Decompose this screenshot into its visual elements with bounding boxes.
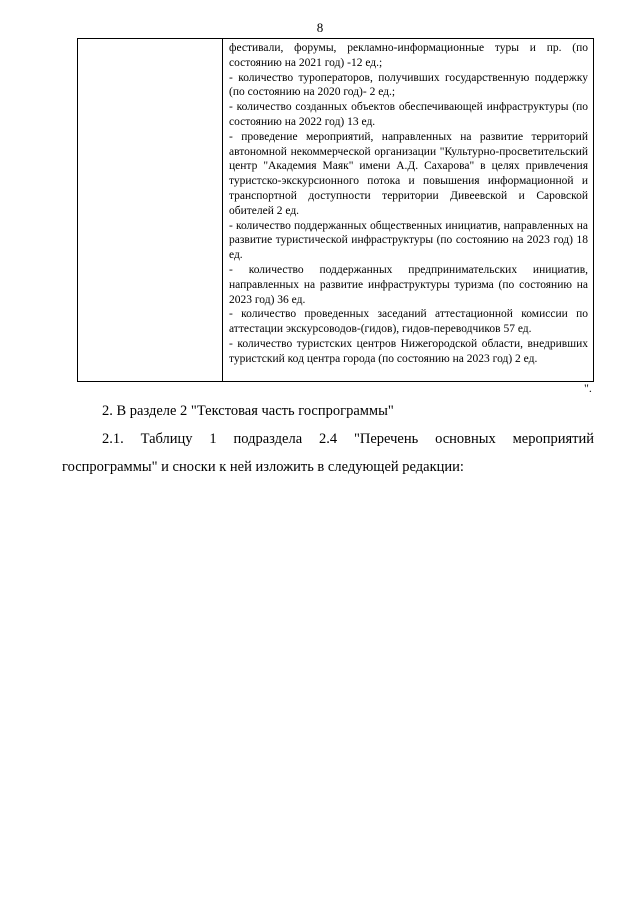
closing-quote: ".: [584, 381, 592, 395]
table-list-item: - количество созданных объектов обеспечивающей инфраструктуры (по состоянию на 2022 год) 13 ед.: [229, 101, 588, 128]
table-list-item: - количество поддержанных общественных инициатив, направленных на развитие туристической инфраструктуры (по состоянию на 2023 год) 18 ед.: [229, 219, 588, 262]
instruction-paragraph: 2.1. Таблицу 1 подраздела 2.4 "Перечень основных мероприятий госпрограммы" и сноски к ней изложить в следующей редакции:: [62, 431, 594, 475]
table-right-cell: [223, 39, 593, 381]
table-list-item: - количество туристских центров Нижегородской области, внедривших туристский код центра города (по состоянию на 2023 год) 2 ед.: [229, 337, 588, 365]
table-list-item: - проведение мероприятий, направленных на развитие территорий автономной некоммерческой организации "Культурно-просветительский центр "Академия Маяк" имени А.Д. Сахарова" в целях привлечения туристско-экскурсионного потока и повышения информационной и транспортной доступности территории Дивеевской и Саровской обителей 2 ед.: [229, 130, 588, 217]
table-list-item: фестивали, форумы, рекламно-информационные туры и пр. (по состоянию на 2021 год) -12 ед.;: [229, 42, 588, 69]
table-list-item: - количество туроператоров, получивших государственную поддержку (по состоянию на 2020 год)- 2 ед.;: [229, 71, 588, 99]
table-list-item: - количество поддержанных предпринимательских инициатив, направленных на развитие инфраструктуры туризма (по состоянию на 2023 год) 36 ед.: [229, 263, 588, 306]
page-number: 8: [316, 20, 324, 35]
table-list-item: - количество проведенных заседаний аттестационной комиссии по аттестации экскурсоводов-(гидов), гидов-переводчиков 57 ед.: [229, 308, 588, 336]
indicators-table: [77, 38, 594, 382]
section-paragraph: 2. В разделе 2 "Текстовая часть госпрограммы": [102, 403, 394, 419]
table-left-cell: [78, 39, 223, 381]
